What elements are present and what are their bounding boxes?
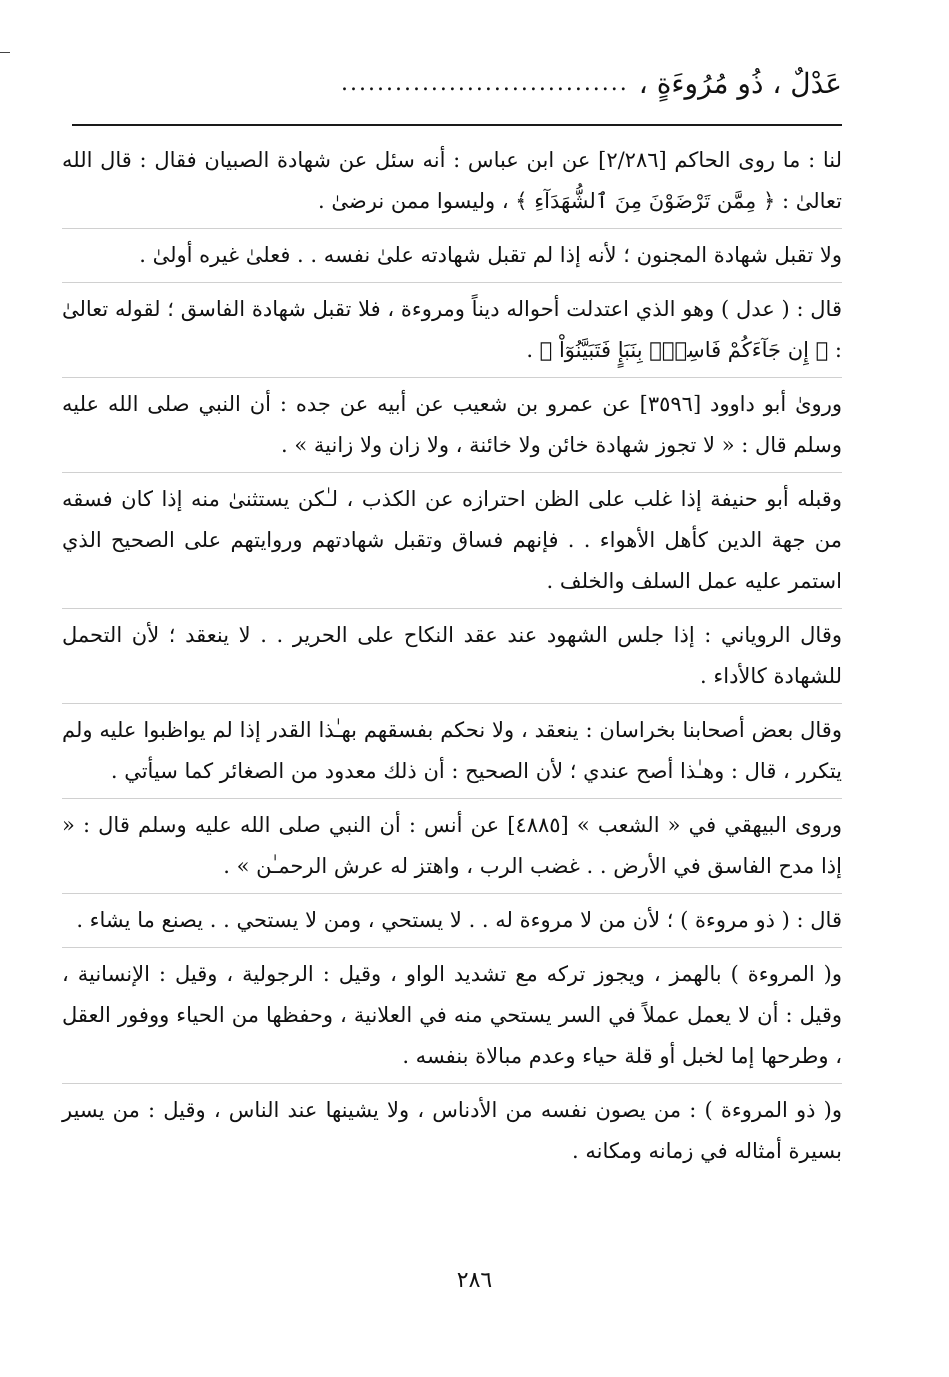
page-number: ٢٨٦	[456, 1268, 493, 1293]
running-header	[72, 58, 842, 108]
paragraph: ولا تقبل شهادة المجنون ؛ لأنه إذا لم تقبل شهادته علىٰ نفسه . . فعلىٰ غيره أولىٰ .	[62, 228, 842, 282]
paragraph: وقبله أبو حنيفة إذا غلب على الظن احترازه عن الكذب ، لـٰكن يستثنىٰ منه إذا كان فسقه من جهة الدين كأهل الأهواء . . فإنهم فساق وتقبل شهادتهم وروايتهم على الصحيح الذي استمر عليه عمل السلف والخلف .	[62, 472, 842, 608]
paragraph: وقال بعض أصحابنا بخراسان : ينعقد ، ولا نحكم بفسقهم بهـٰذا القدر إذا لم يواظبوا عليه ولم يتكرر ، قال : وهـٰذا أصح عندي ؛ لأن الصحيح : أن ذلك معدود من الصغائر كما سيأتي .	[62, 703, 842, 798]
paragraph: و( المروءة ) بالهمز ، ويجوز تركه مع تشديد الواو ، وقيل : الرجولية ، وقيل : الإنسانية ، وقيل : أن لا يعمل عملاً في السر يستحي منه في العلانية ، وحفظها من الحياء ووفور العقل ، وطرحها إما لخبل أو قلة حياء وعدم مبالاة بنفسه .	[62, 947, 842, 1083]
scan-edge-mark	[0, 52, 10, 53]
main-text	[62, 140, 842, 1178]
paragraph: وقال الروياني : إذا جلس الشهود عند عقد النكاح على الحرير . . لا ينعقد ؛ لأن التحمل للشهادة كالأداء .	[62, 608, 842, 703]
header-title: عَدْلٌ ، ذُو مُرُوءَةٍ ،	[638, 66, 842, 100]
paragraph: قال : ( ذو مروءة ) ؛ لأن من لا مروءة له . . لا يستحي ، ومن لا يستحي . . يصنع ما يشاء .	[62, 893, 842, 947]
paragraph: وروىٰ أبو داوود [٣٥٩٦] عن عمرو بن شعيب عن أبيه عن جده : أن النبي صلى الله عليه وسلم قال : « لا تجوز شهادة خائن ولا خائنة ، ولا زان ولا زانية » .	[62, 377, 842, 472]
paragraph: و( ذو المروءة ) : من يصون نفسه من الأدناس ، ولا يشينها عند الناس ، وقيل : من يسير بسيرة أمثاله في زمانه ومكانه .	[62, 1083, 842, 1178]
paragraph: وروى البيهقي في « الشعب » [٤٨٨٥] عن أنس : أن النبي صلى الله عليه وسلم قال : « إذا مدح الفاسق في الأرض . . غضب الرب ، واهتز له عرش الرحمـٰن » .	[62, 798, 842, 893]
paragraph: قال : ( عدل ) وهو الذي اعتدلت أحواله ديناً ومروءة ، فلا تقبل شهادة الفاسق ؛ لقوله تعالىٰ : ﴿ إِن جَآءَكُمْ فَاسِقُۢ بِنَبَإٍ فَتَبَيَّنُوٓاْ ﴾ .	[62, 282, 842, 377]
paragraph: لنا : ما روى الحاكم [٢/٢٨٦] عن ابن عباس : أنه سئل عن شهادة الصبيان فقال : قال الله تعالىٰ : ﴿ مِمَّن تَرْضَوْنَ مِنَ ٱلشُّهَدَآءِ ﴾ ، وليسوا ممن نرضىٰ .	[62, 148, 842, 213]
header-rule	[72, 124, 842, 126]
header-leader-dots: ................................	[341, 70, 629, 96]
